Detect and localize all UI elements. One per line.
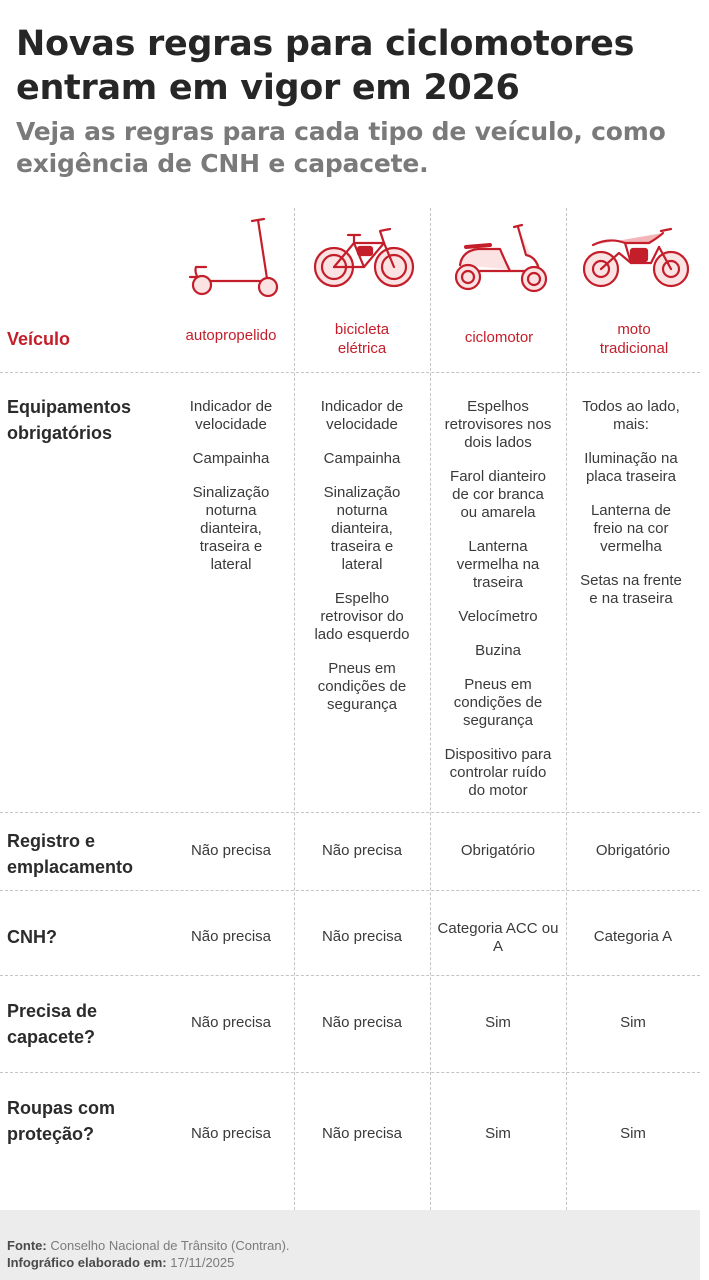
column-header-autopropelido: autopropelido [185,327,277,344]
list-item: Dispositivo para controlar ruído do motor [444,746,552,799]
list-item: Farol dianteiro de cor branca ou amarela [450,468,546,521]
roupas-ciclomotor: Sim [485,1125,511,1142]
list-item: Pneus em condições de segurança [317,660,407,713]
row-label-capacete: Precisa de capacete? [7,1001,98,1047]
column-header-ciclomotor: ciclomotor [464,329,534,346]
cnh-autopropelido: Não precisa [190,928,272,945]
source-value: Conselho Nacional de Trânsito (Contran). [50,1238,290,1253]
list-item: Todos ao lado, mais: [582,398,680,433]
list-item: Velocímetro [458,608,538,625]
footer [0,1210,700,1280]
capacete-bicicleta-eletrica: Não precisa [321,1014,403,1031]
list-item: Espelhos retrovisores nos dois lados [444,398,552,451]
moped-icon [436,210,562,306]
registro-moto-tradicional: Obrigatório [595,842,671,859]
column-divider [430,208,431,1210]
cnh-ciclomotor: Categoria ACC ou A [437,920,559,955]
list-item: Pneus em condições de segurança [453,676,543,729]
list-item: Lanterna de freio na cor vermelha [590,502,672,555]
list-item: Iluminação na placa traseira [584,450,678,485]
column-divider [294,208,295,1210]
column-header-moto-tradicional: moto tradicional [599,321,669,357]
row-divider [0,975,700,976]
list-item: Sinalização noturna dianteira, traseira e lateral [323,484,401,573]
page-title: Novas regras para ciclomotores entram em vigor em 2026 [16,24,635,108]
electric-bicycle-icon [300,210,426,306]
row-divider [0,812,700,813]
row-divider [0,890,700,891]
column-header-bicicleta-eletrica: bicicleta elétrica [334,321,390,357]
registro-ciclomotor: Obrigatório [460,842,536,859]
date-line [7,1255,234,1271]
date-label: Infográfico elaborado em: [7,1255,167,1270]
cnh-moto-tradicional: Categoria A [593,928,673,945]
list-item: Buzina [475,642,521,659]
registro-autopropelido: Não precisa [190,842,272,859]
date-value: 17/11/2025 [170,1255,235,1270]
scooter-icon [168,210,294,306]
column-divider [566,208,567,1210]
equipment-list-autopropelido [176,398,286,574]
list-item: Indicador de velocidade [320,398,404,433]
row-label-cnh: CNH? [7,927,57,947]
list-item: Campainha [323,450,401,467]
row-label-equipamentos: Equipamentos obrigatórios [7,397,132,443]
row-label-vehicle: Veículo [7,329,71,349]
row-label-roupas: Roupas com proteção? [7,1098,116,1144]
roupas-moto-tradicional: Sim [620,1125,646,1142]
list-item: Campainha [192,450,270,467]
page-subtitle: Veja as regras para cada tipo de veículo, como exigência de CNH e capacete. [16,117,666,178]
row-label-registro: Registro e emplacamento [7,831,134,877]
source-line [7,1238,290,1254]
list-item: Setas na frente e na traseira [580,572,682,607]
capacete-ciclomotor: Sim [485,1014,511,1031]
capacete-moto-tradicional: Sim [620,1014,646,1031]
motorcycle-icon [572,210,698,306]
list-item: Lanterna vermelha na traseira [456,538,540,591]
list-item: Indicador de velocidade [189,398,273,433]
row-divider [0,372,700,373]
list-item: Sinalização noturna dianteira, traseira e lateral [192,484,270,573]
equipment-list-bicicleta-eletrica [302,398,422,714]
roupas-autopropelido: Não precisa [190,1125,272,1142]
list-item: Espelho retrovisor do lado esquerdo [314,590,410,643]
registro-bicicleta-eletrica: Não precisa [321,842,403,859]
equipment-list-moto-tradicional [570,398,692,608]
roupas-bicicleta-eletrica: Não precisa [321,1125,403,1142]
equipment-list-ciclomotor [436,398,560,800]
source-label: Fonte: [7,1238,47,1253]
capacete-autopropelido: Não precisa [190,1014,272,1031]
row-divider [0,1072,700,1073]
cnh-bicicleta-eletrica: Não precisa [321,928,403,945]
